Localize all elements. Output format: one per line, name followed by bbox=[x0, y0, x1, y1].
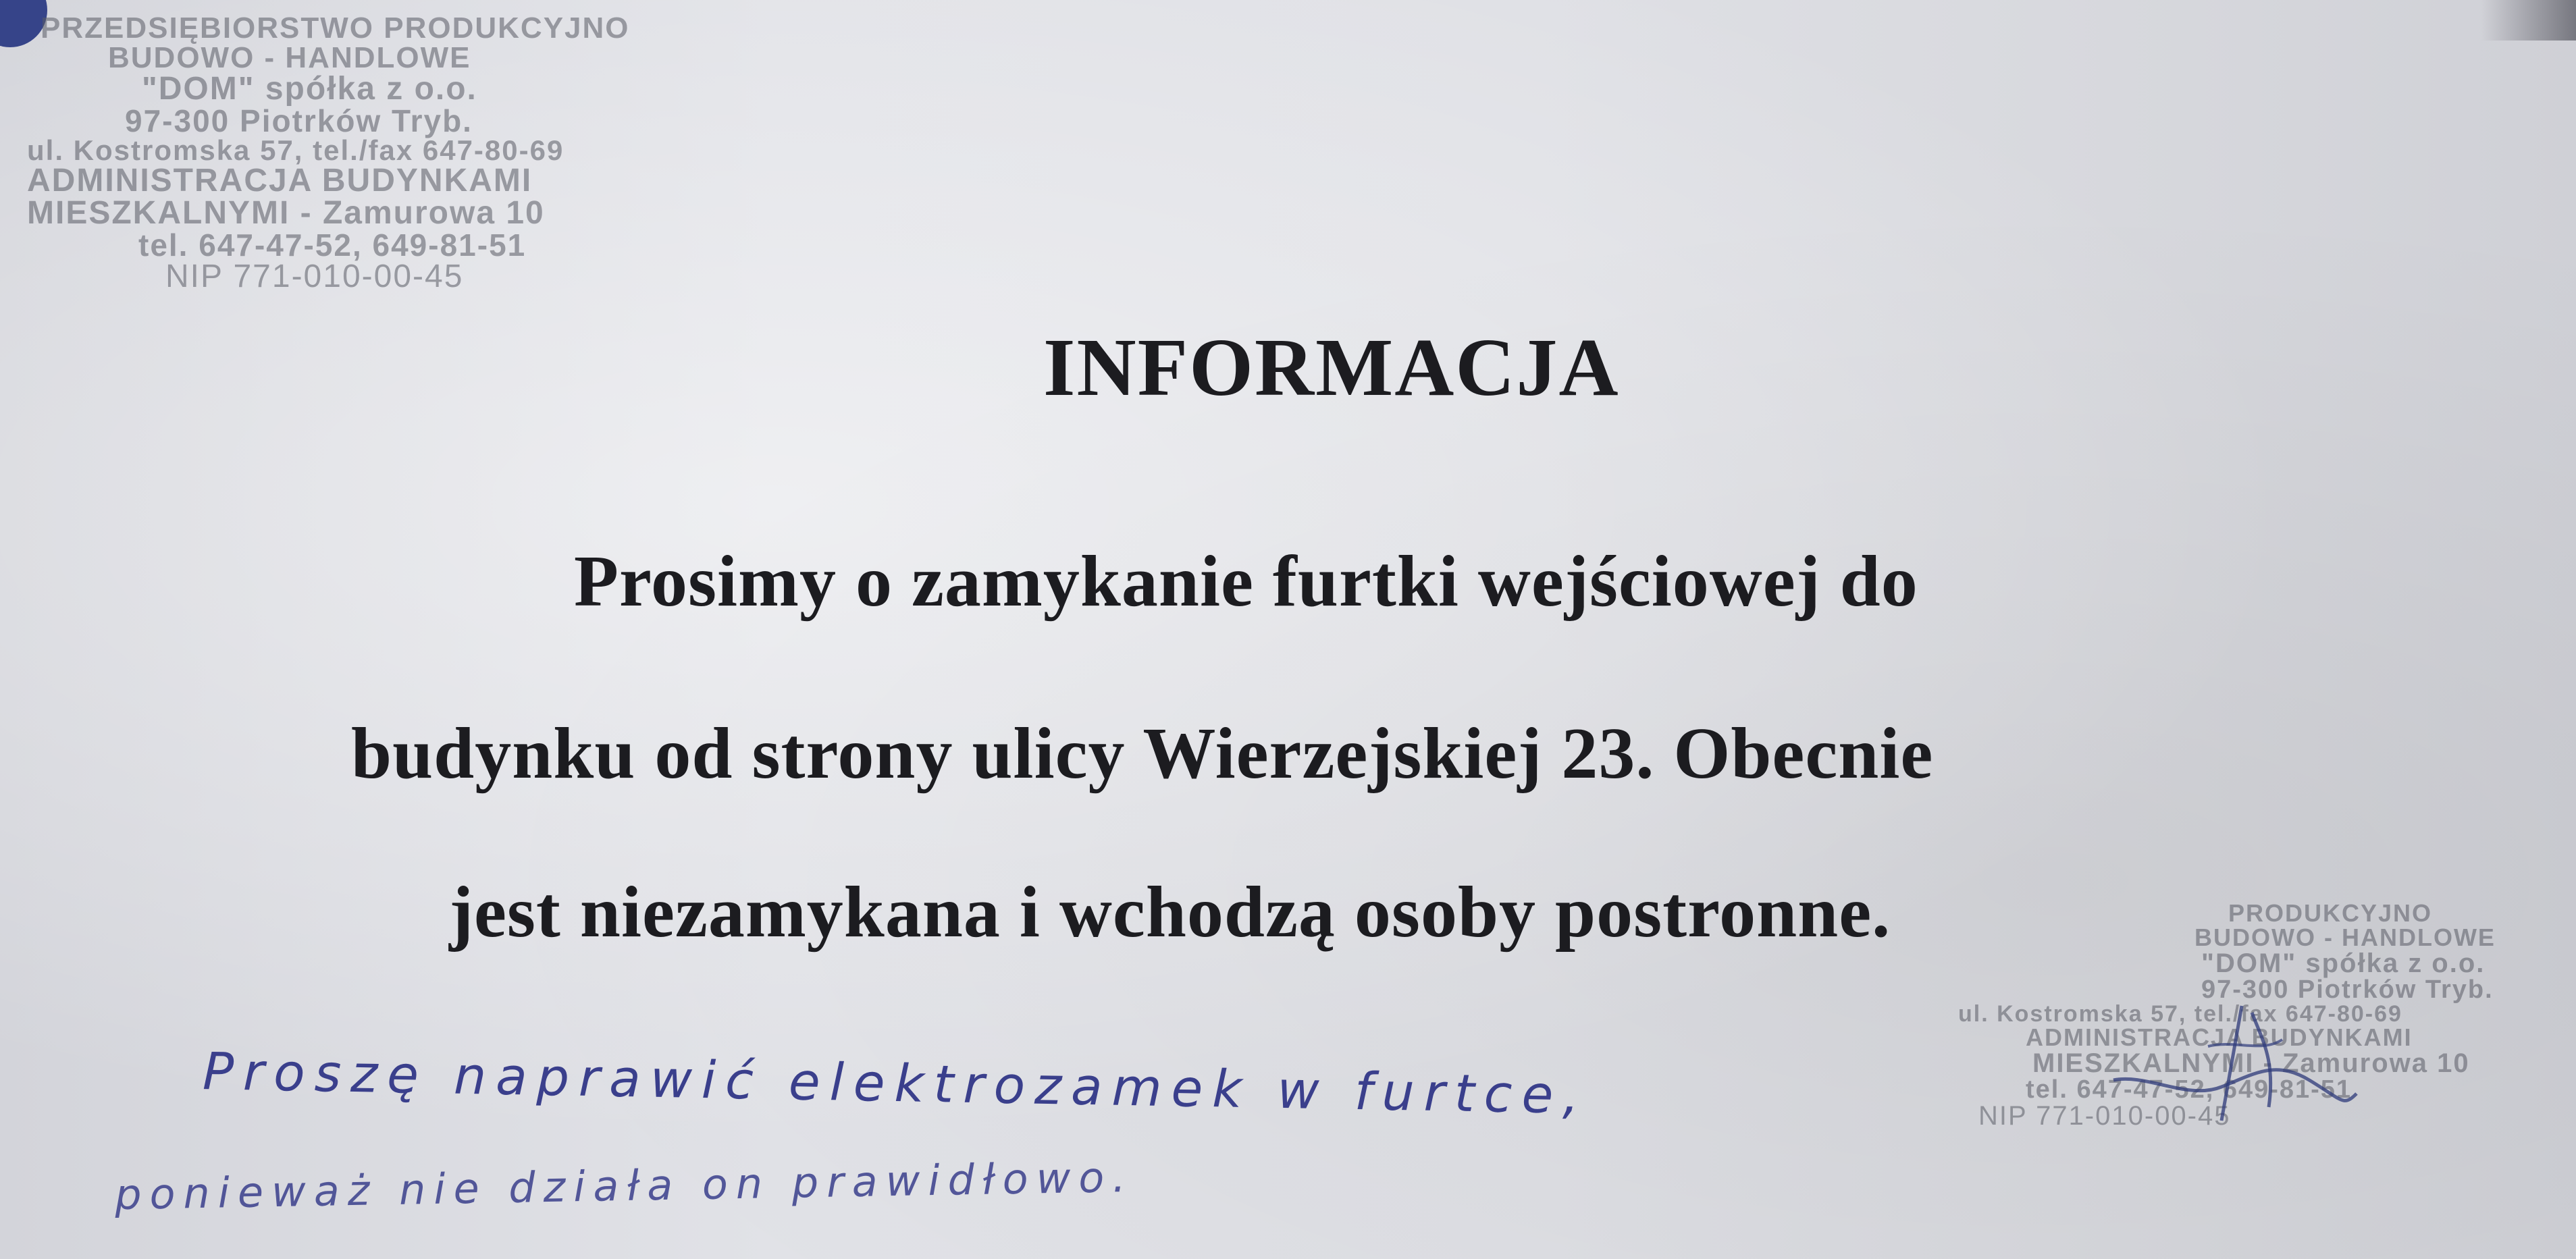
stamp-line: PRODUKCYJNO bbox=[2228, 899, 2433, 927]
stamp-line: BUDOWO - HANDLOWE bbox=[108, 41, 471, 74]
notice-line-3: jest niezamykana i wchodzą osoby postronne. bbox=[449, 872, 1891, 953]
company-stamp-top bbox=[14, 11, 630, 294]
stamp-line: tel. 647-47-52, 649-81-51 bbox=[2026, 1075, 2352, 1104]
stamp-line: MIESZKALNYMI - Zamurowa 10 bbox=[2032, 1048, 2470, 1078]
stamp-line: NIP 771-010-00-45 bbox=[165, 259, 464, 294]
signature-scribble bbox=[2107, 999, 2363, 1127]
handwritten-note-line-2: ponieważ nie działa on prawidłowo. bbox=[114, 1152, 1134, 1220]
stamp-line: PRZEDSIĘBIORSTWO PRODUKCYJNO bbox=[41, 11, 630, 45]
notice-line-1: Prosimy o zamykanie furtki wejściowej do bbox=[574, 541, 1918, 622]
stamp-line: 97-300 Piotrków Tryb. bbox=[2201, 975, 2494, 1004]
stamp-line: ADMINISTRACJA BUDYNKAMI bbox=[27, 163, 533, 198]
stamp-line: MIESZKALNYMI - Zamurowa 10 bbox=[27, 195, 545, 231]
stamp-line: ul. Kostromska 57, tel./fax 647-80-69 bbox=[27, 134, 564, 166]
stamp-line: ADMINISTRACJA BUDYNKAMI bbox=[2026, 1023, 2413, 1051]
stamp-line: BUDOWO - HANDLOWE bbox=[2194, 923, 2496, 951]
shadow-corner bbox=[2481, 0, 2576, 41]
stamp-line: "DOM" spółka z o.o. bbox=[2201, 948, 2486, 978]
notice-title: INFORMACJA bbox=[1043, 322, 1620, 413]
stamp-line: NIP 771-010-00-45 bbox=[1978, 1101, 2231, 1131]
handwritten-note-line-1: Proszę naprawić elektrozamek w furtce, bbox=[202, 1041, 1589, 1125]
stamp-line: ul. Kostromska 57, tel./fax 647-80-69 bbox=[1958, 1001, 2402, 1027]
notice-line-2: budynku od strony ulicy Wierzejskiej 23. Obecnie bbox=[351, 714, 1934, 794]
stamp-line: tel. 647-47-52, 649-81-51 bbox=[138, 227, 527, 263]
stamp-line: 97-300 Piotrków Tryb. bbox=[125, 103, 473, 138]
stamp-line: "DOM" spółka z o.o. bbox=[142, 71, 477, 107]
